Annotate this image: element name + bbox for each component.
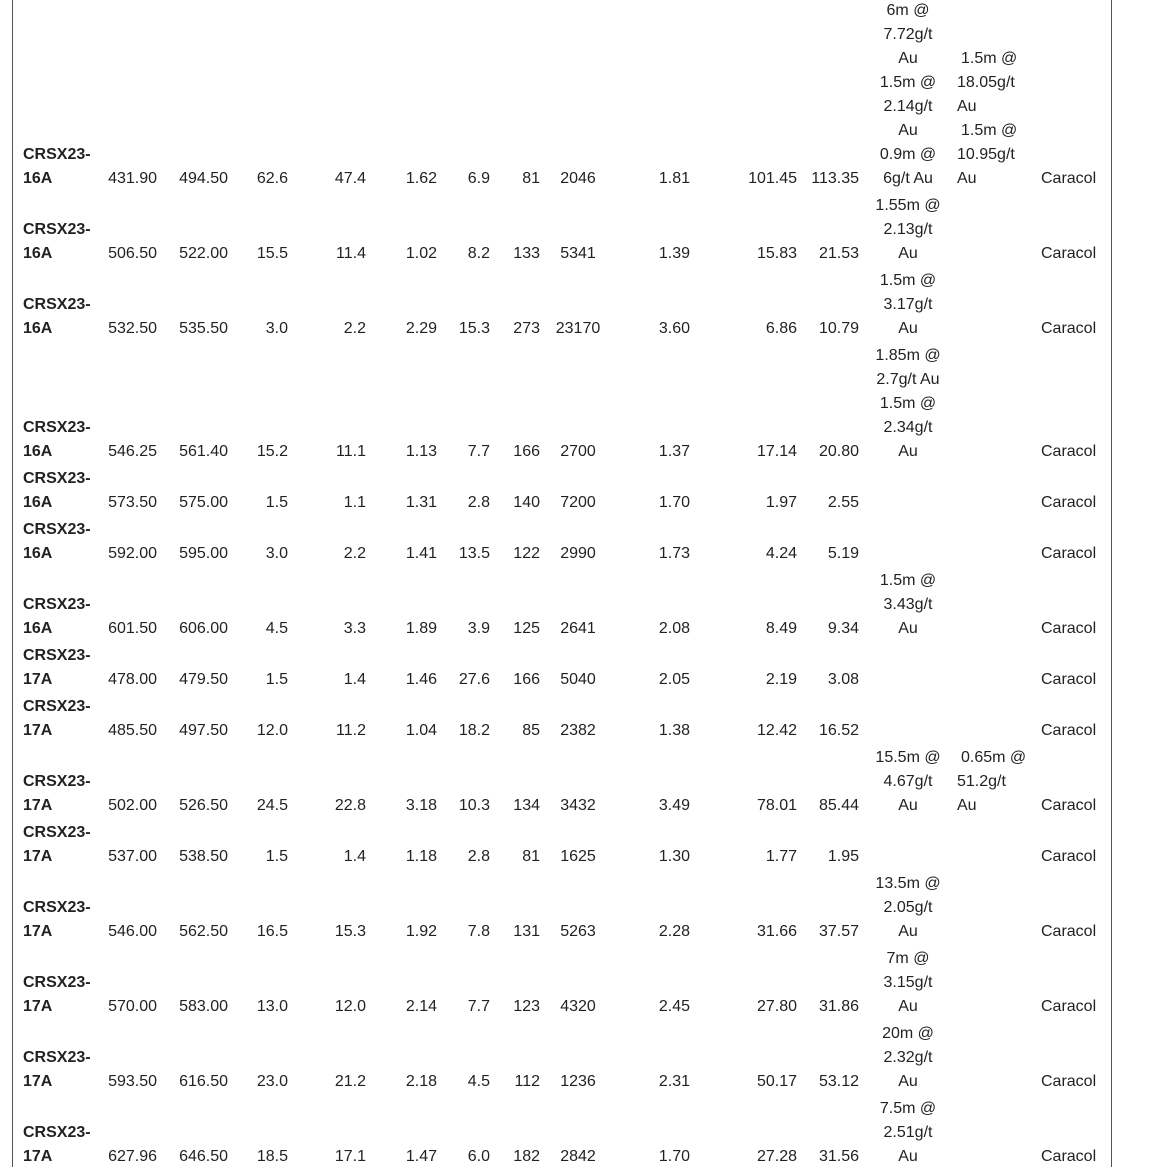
ag-cell: 6.0	[467, 1148, 490, 1165]
gm-eq-cell: 53.12	[818, 1073, 859, 1090]
including-interval-line: 1.5m @	[879, 395, 937, 412]
true-width-cell: 17.1	[334, 1148, 366, 1165]
cu-cell: 182	[513, 1148, 540, 1165]
cu-cell: 123	[513, 998, 540, 1015]
including-interval-line: 2.05g/t	[883, 899, 933, 916]
zn-cell: 2382	[560, 722, 596, 739]
zn-cell: 2700	[560, 443, 596, 460]
ag-cell: 8.2	[467, 245, 490, 262]
au-cell: 1.04	[405, 722, 437, 739]
hole-id-text: CRSX23-	[23, 974, 91, 991]
including-interval-line: 2.13g/t	[883, 221, 933, 238]
true-width-cell: 11.4	[336, 245, 366, 262]
including-interval-line: Au	[898, 923, 918, 940]
hole-id-text: CRSX23-	[23, 146, 91, 163]
including-interval-line: 1.85m @	[875, 347, 941, 364]
including-interval-line: Au	[898, 1073, 918, 1090]
cu-cell: 140	[513, 494, 540, 511]
aueq-cell: 2.31	[658, 1073, 690, 1090]
hole-id-cell	[23, 1121, 91, 1169]
including-interval-line: 7.72g/t	[883, 26, 933, 43]
true-width-cell: 15.3	[334, 923, 366, 940]
hole-id-text: 17A	[23, 722, 53, 739]
aueq-cell: 2.05	[658, 671, 690, 688]
secondary-interval-line: 51.2g/t	[957, 773, 1006, 790]
to-cell: 646.50	[179, 1148, 228, 1165]
aueq-cell: 1.30	[658, 848, 690, 865]
including-interval-line: 4.67g/t	[883, 773, 933, 790]
from-cell: 573.50	[108, 494, 157, 511]
to-cell: 575.00	[179, 494, 228, 511]
gm-cell: 27.28	[756, 1148, 797, 1165]
to-cell: 526.50	[179, 797, 228, 814]
cu-cell: 85	[522, 722, 540, 739]
gm-eq-cell: 85.44	[818, 797, 859, 814]
to-cell: 583.00	[179, 998, 228, 1015]
hole-id-text: 17A	[23, 923, 53, 940]
gm-cell: 1.97	[765, 494, 797, 511]
from-cell: 431.90	[108, 170, 157, 187]
from-cell: 570.00	[108, 998, 157, 1015]
true-width-cell: 12.0	[334, 998, 366, 1015]
aueq-cell: 1.73	[658, 545, 690, 562]
gm-eq-cell: 37.57	[818, 923, 859, 940]
hole-id-text: 17A	[23, 1148, 53, 1165]
including-interval-line: Au	[898, 998, 918, 1015]
ag-cell: 6.9	[467, 170, 490, 187]
true-width-cell: 1.4	[343, 671, 366, 688]
including-interval-line: 1.5m @	[879, 74, 937, 91]
from-cell: 627.96	[108, 1148, 157, 1165]
au-cell: 2.14	[405, 998, 437, 1015]
aueq-cell: 1.81	[658, 170, 690, 187]
secondary-interval-line: Au	[957, 797, 977, 814]
zone-cell: Caracol	[1041, 443, 1097, 460]
zn-cell: 7200	[560, 494, 596, 511]
including-interval-cell	[870, 1097, 946, 1169]
cu-cell: 81	[522, 170, 540, 187]
cu-cell: 122	[513, 545, 540, 562]
from-cell: 546.25	[108, 443, 157, 460]
secondary-interval-line: 1.5m @	[961, 50, 1018, 67]
zn-cell: 2046	[560, 170, 596, 187]
including-interval-line: 0.9m @	[879, 146, 937, 163]
interval-cell: 18.5	[256, 1148, 288, 1165]
gm-cell: 27.80	[756, 998, 797, 1015]
zone-cell: Caracol	[1041, 320, 1097, 337]
cu-cell: 125	[513, 620, 540, 637]
cu-cell: 131	[513, 923, 540, 940]
hole-id-text: 16A	[23, 170, 53, 187]
interval-cell: 13.0	[256, 998, 288, 1015]
zn-cell: 1236	[560, 1073, 596, 1090]
ag-cell: 7.8	[467, 923, 490, 940]
interval-cell: 62.6	[256, 170, 288, 187]
gm-cell: 17.14	[756, 443, 797, 460]
ag-cell: 7.7	[467, 443, 490, 460]
au-cell: 2.18	[405, 1073, 437, 1090]
including-interval-line: 3.17g/t	[883, 296, 933, 313]
interval-cell: 1.5	[265, 671, 288, 688]
from-cell: 601.50	[108, 620, 157, 637]
zone-cell: Caracol	[1041, 1148, 1097, 1165]
au-cell: 1.18	[405, 848, 437, 865]
aueq-cell: 3.49	[658, 797, 690, 814]
interval-cell: 23.0	[256, 1073, 288, 1090]
including-interval-line: 7.5m @	[879, 1100, 937, 1117]
zn-cell: 23170	[555, 320, 601, 337]
including-interval-line: 1.5m @	[879, 272, 937, 289]
aueq-cell: 1.70	[658, 1148, 690, 1165]
true-width-cell: 11.2	[336, 722, 366, 739]
zn-cell: 2641	[560, 620, 596, 637]
au-cell: 1.13	[405, 443, 437, 460]
to-cell: 538.50	[179, 848, 228, 865]
gm-cell: 12.42	[756, 722, 797, 739]
gm-eq-cell: 31.86	[818, 998, 859, 1015]
gm-cell: 15.83	[756, 245, 797, 262]
to-cell: 494.50	[179, 170, 228, 187]
aueq-cell: 1.38	[658, 722, 690, 739]
hole-id-text: 16A	[23, 320, 53, 337]
cu-cell: 134	[513, 797, 540, 814]
aueq-cell: 1.37	[658, 443, 690, 460]
including-interval-line: Au	[898, 320, 918, 337]
ag-cell: 18.2	[458, 722, 490, 739]
hole-id-text: 16A	[23, 494, 53, 511]
gm-cell: 4.24	[765, 545, 797, 562]
interval-cell: 1.5	[265, 494, 288, 511]
including-interval-line: 20m @	[882, 1025, 934, 1042]
true-width-cell: 2.2	[343, 320, 366, 337]
interval-cell: 24.5	[256, 797, 288, 814]
zn-cell: 5040	[560, 671, 596, 688]
aueq-cell: 3.60	[658, 320, 690, 337]
zn-cell: 5263	[560, 923, 596, 940]
including-interval-line: 2.32g/t	[883, 1049, 933, 1066]
ag-cell: 3.9	[467, 620, 490, 637]
including-interval-line: 2.34g/t	[883, 419, 933, 436]
to-cell: 562.50	[179, 923, 228, 940]
hole-id-text: CRSX23-	[23, 1049, 91, 1066]
from-cell: 485.50	[108, 722, 157, 739]
gm-cell: 78.01	[756, 797, 797, 814]
gm-eq-cell: 10.79	[818, 320, 859, 337]
hole-id-text: 17A	[23, 1073, 53, 1090]
from-cell: 506.50	[108, 245, 157, 262]
interval-cell: 12.0	[256, 722, 288, 739]
interval-cell: 3.0	[265, 545, 288, 562]
including-interval-line: 15.5m @	[875, 749, 941, 766]
zone-cell: Caracol	[1041, 494, 1097, 511]
hole-id-text: 17A	[23, 671, 53, 688]
to-cell: 522.00	[179, 245, 228, 262]
including-interval-line: Au	[898, 122, 918, 139]
ag-cell: 7.7	[467, 998, 490, 1015]
au-cell: 1.41	[405, 545, 437, 562]
including-interval-line: Au	[898, 797, 918, 814]
hole-id-text: CRSX23-	[23, 419, 91, 436]
ag-cell: 2.8	[467, 848, 490, 865]
cu-cell: 166	[513, 671, 540, 688]
hole-id-text: 17A	[23, 797, 53, 814]
hole-id-text: 16A	[23, 443, 53, 460]
interval-cell: 1.5	[265, 848, 288, 865]
zone-cell: Caracol	[1041, 998, 1097, 1015]
to-cell: 595.00	[179, 545, 228, 562]
secondary-interval-line: Au	[957, 98, 977, 115]
interval-cell: 16.5	[256, 923, 288, 940]
true-width-cell: 21.2	[334, 1073, 366, 1090]
to-cell: 561.40	[179, 443, 228, 460]
hole-id-text: 16A	[23, 620, 53, 637]
gm-cell: 101.45	[748, 170, 797, 187]
including-interval-line: 1.55m @	[875, 197, 941, 214]
to-cell: 616.50	[179, 1073, 228, 1090]
gm-eq-cell: 2.55	[827, 494, 859, 511]
cu-cell: 273	[513, 320, 540, 337]
from-cell: 502.00	[108, 797, 157, 814]
ag-cell: 4.5	[467, 1073, 490, 1090]
hole-id-text: CRSX23-	[23, 647, 91, 664]
gm-eq-cell: 20.80	[818, 443, 859, 460]
hole-id-text: 16A	[23, 245, 53, 262]
gm-eq-cell: 9.34	[827, 620, 859, 637]
cu-cell: 166	[513, 443, 540, 460]
including-interval-line: Au	[898, 1148, 918, 1165]
including-interval-line: 3.15g/t	[883, 974, 933, 991]
zn-cell: 1625	[560, 848, 596, 865]
au-cell: 2.29	[405, 320, 437, 337]
gm-eq-cell: 16.52	[818, 722, 859, 739]
ag-cell: 2.8	[467, 494, 490, 511]
including-interval-line: 2.7g/t Au	[876, 371, 940, 388]
au-cell: 1.47	[405, 1148, 437, 1165]
to-cell: 479.50	[179, 671, 228, 688]
from-cell: 593.50	[108, 1073, 157, 1090]
gm-cell: 2.19	[765, 671, 797, 688]
zn-cell: 3432	[560, 797, 596, 814]
au-cell: 3.18	[405, 797, 437, 814]
interval-cell: 15.5	[256, 245, 288, 262]
including-interval-line: 6g/t Au	[883, 170, 933, 187]
zn-cell: 2990	[560, 545, 596, 562]
true-width-cell: 2.2	[343, 545, 366, 562]
gm-cell: 1.77	[765, 848, 797, 865]
aueq-cell: 1.39	[658, 245, 690, 262]
from-cell: 592.00	[108, 545, 157, 562]
gm-eq-cell: 113.35	[811, 170, 859, 187]
hole-id-text: CRSX23-	[23, 698, 91, 715]
hole-id-text: CRSX23-	[23, 470, 91, 487]
including-interval-line: Au	[898, 245, 918, 262]
hole-id-text: CRSX23-	[23, 1124, 91, 1141]
interval-cell: 4.5	[265, 620, 288, 637]
true-width-cell: 11.1	[336, 443, 366, 460]
gm-eq-cell: 1.95	[827, 848, 859, 865]
cu-cell: 112	[514, 1073, 540, 1090]
true-width-cell: 1.4	[343, 848, 366, 865]
from-cell: 532.50	[108, 320, 157, 337]
secondary-interval-line: 1.5m @	[961, 122, 1018, 139]
au-cell: 1.46	[405, 671, 437, 688]
including-interval-line: 2.51g/t	[883, 1124, 933, 1141]
au-cell: 1.02	[405, 245, 437, 262]
hole-id-text: CRSX23-	[23, 296, 91, 313]
true-width-cell: 47.4	[334, 170, 366, 187]
gm-eq-cell: 21.53	[818, 245, 859, 262]
including-interval-line: Au	[898, 443, 918, 460]
including-interval-line: 7m @	[886, 950, 930, 967]
to-cell: 606.00	[179, 620, 228, 637]
gm-eq-cell: 31.56	[818, 1148, 859, 1165]
including-interval-line: 6m @	[886, 2, 930, 19]
hole-id-text: CRSX23-	[23, 899, 91, 916]
aueq-cell: 2.28	[658, 923, 690, 940]
true-width-cell: 3.3	[343, 620, 366, 637]
zone-cell: Caracol	[1041, 797, 1097, 814]
including-interval-line: 3.43g/t	[883, 596, 933, 613]
secondary-interval-line: 0.65m @	[961, 749, 1027, 766]
gm-cell: 6.86	[765, 320, 797, 337]
aueq-cell: 2.45	[658, 998, 690, 1015]
interval-cell: 3.0	[265, 320, 288, 337]
including-interval-line: Au	[898, 50, 918, 67]
from-cell: 537.00	[108, 848, 157, 865]
zone-cell: Caracol	[1041, 722, 1097, 739]
ag-cell: 13.5	[458, 545, 490, 562]
hole-id-text: 17A	[23, 848, 53, 865]
secondary-interval-line: Au	[957, 170, 977, 187]
gm-eq-cell: 3.08	[827, 671, 859, 688]
gm-cell: 31.66	[756, 923, 797, 940]
au-cell: 1.31	[405, 494, 437, 511]
cu-cell: 133	[513, 245, 540, 262]
true-width-cell: 22.8	[334, 797, 366, 814]
hole-id-text: CRSX23-	[23, 596, 91, 613]
zone-cell: Caracol	[1041, 923, 1097, 940]
au-cell: 1.89	[405, 620, 437, 637]
hole-id-text: CRSX23-	[23, 824, 91, 841]
zn-cell: 4320	[560, 998, 596, 1015]
zone-cell: Caracol	[1041, 545, 1097, 562]
true-width-cell: 1.1	[343, 494, 366, 511]
gm-eq-cell: 5.19	[827, 545, 859, 562]
including-interval-line: 13.5m @	[875, 875, 941, 892]
secondary-interval-line: 18.05g/t	[957, 74, 1015, 91]
hole-id-text: 17A	[23, 998, 53, 1015]
zone-cell: Caracol	[1041, 848, 1097, 865]
zone-cell: Caracol	[1041, 170, 1097, 187]
au-cell: 1.92	[405, 923, 437, 940]
to-cell: 535.50	[179, 320, 228, 337]
ag-cell: 27.6	[458, 671, 490, 688]
au-cell: 1.62	[405, 170, 437, 187]
ag-cell: 10.3	[458, 797, 490, 814]
including-interval-line: 1.5m @	[879, 572, 937, 589]
zn-cell: 5341	[560, 245, 596, 262]
secondary-interval-line: 10.95g/t	[957, 146, 1015, 163]
zone-cell: Caracol	[1041, 1073, 1097, 1090]
zone-cell: Caracol	[1041, 245, 1097, 262]
interval-cell: 15.2	[256, 443, 288, 460]
aueq-cell: 2.08	[658, 620, 690, 637]
zone-cell: Caracol	[1041, 620, 1097, 637]
ag-cell: 15.3	[458, 320, 490, 337]
hole-id-text: 16A	[23, 545, 53, 562]
from-cell: 546.00	[108, 923, 157, 940]
hole-id-text: CRSX23-	[23, 773, 91, 790]
zn-cell: 2842	[560, 1148, 596, 1165]
zone-cell: Caracol	[1041, 671, 1097, 688]
hole-id-text: CRSX23-	[23, 521, 91, 538]
aueq-cell: 1.70	[658, 494, 690, 511]
including-interval-line: Au	[898, 620, 918, 637]
including-interval-line: 2.14g/t	[883, 98, 933, 115]
to-cell: 497.50	[179, 722, 228, 739]
cu-cell: 81	[522, 848, 540, 865]
gm-cell: 8.49	[765, 620, 797, 637]
gm-cell: 50.17	[756, 1073, 797, 1090]
from-cell: 478.00	[108, 671, 157, 688]
hole-id-text: CRSX23-	[23, 221, 91, 238]
